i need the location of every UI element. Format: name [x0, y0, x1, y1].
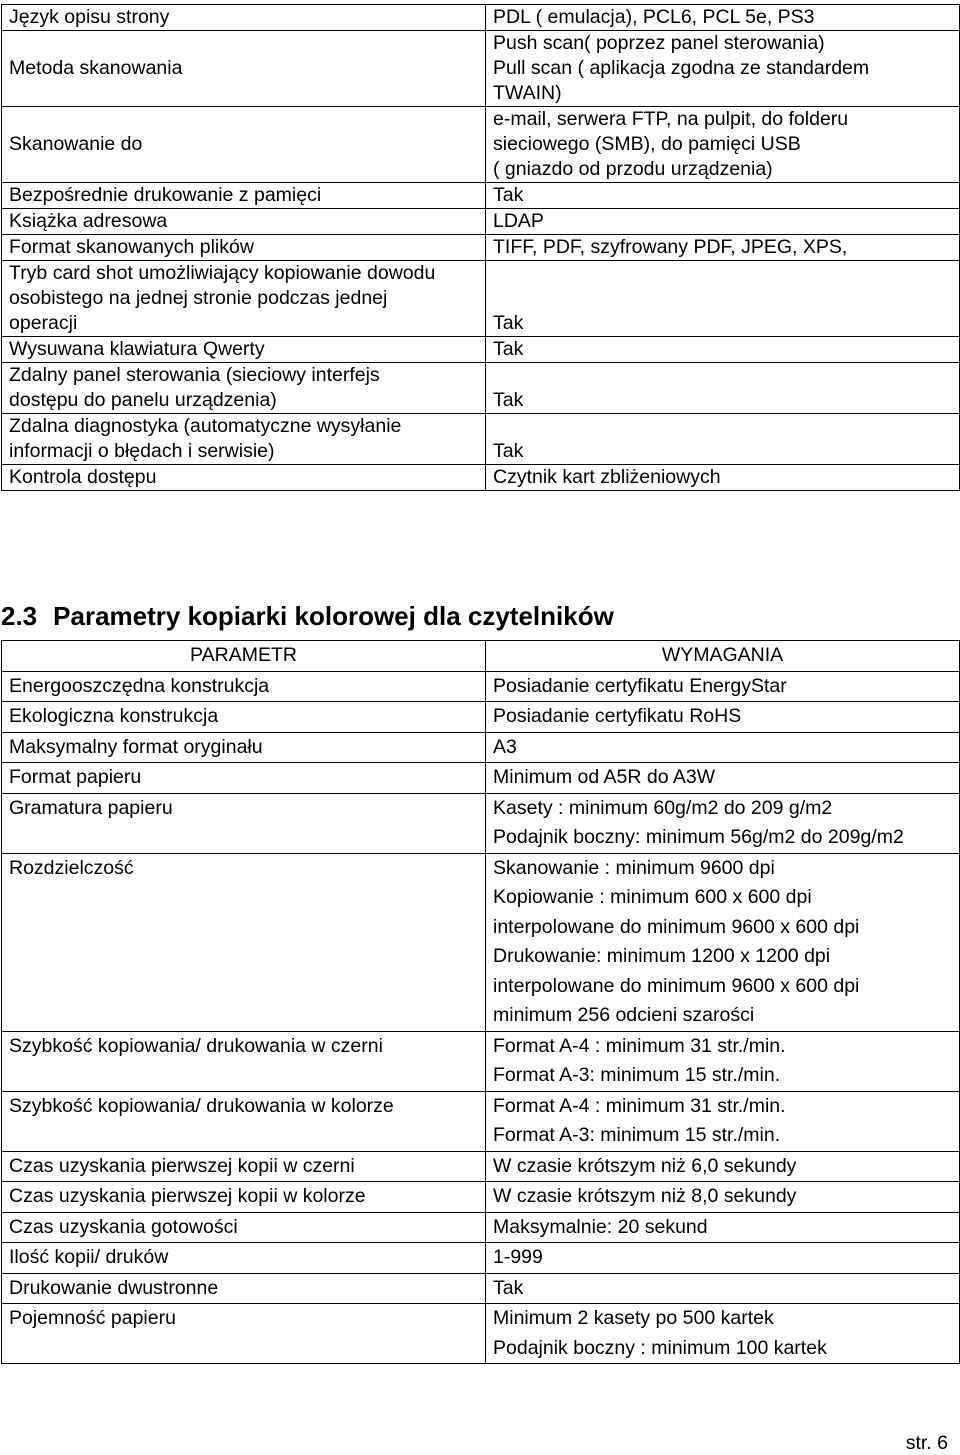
- spec-label: [2, 235, 486, 261]
- spec-label: [2, 337, 486, 363]
- param-label: Rozdzielczość: [2, 853, 486, 1031]
- cell-line: Minimum 2 kasety po 500 kartek: [493, 1307, 774, 1329]
- cell-line: Drukowanie: minimum 1200 x 1200 dpi: [493, 945, 831, 967]
- table-row: [2, 671, 960, 702]
- cell-line: Podajnik boczny: minimum 56g/m2 do 209g/m2: [493, 826, 904, 848]
- cell-line: W czasie krótszym niż 8,0 sekundy: [493, 1185, 797, 1207]
- cell-line: Podajnik boczny : minimum 100 kartek: [493, 1336, 827, 1359]
- cell-line: Format skanowanych plików: [9, 236, 254, 258]
- param-value: [486, 1031, 960, 1091]
- spec-value: [486, 209, 960, 235]
- cell-line: Format A-3: minimum 15 str./min.: [493, 1064, 781, 1086]
- header-parametr: PARAMETR: [2, 641, 486, 672]
- cell-line: Tak: [493, 184, 524, 206]
- table-row: [2, 414, 960, 465]
- cell-line: Skanowanie : minimum 9600 dpi: [493, 856, 775, 879]
- cell-line: PDL ( emulacja), PCL6, PCL 5e, PS3: [493, 6, 815, 28]
- cell-line: informacji o błędach i serwisie): [9, 440, 275, 462]
- spec-value: [486, 235, 960, 261]
- table-row: [2, 465, 960, 491]
- cell-line: Tak: [493, 312, 524, 334]
- table-row: [2, 209, 960, 235]
- spec-label: [2, 5, 486, 31]
- table-row: [2, 732, 960, 763]
- param-value: [486, 1151, 960, 1182]
- cell-line: Książka adresowa: [9, 210, 168, 232]
- param-label: Czas uzyskania pierwszej kopii w czerni: [2, 1151, 486, 1182]
- table-row: [2, 793, 960, 853]
- scanner-spec-body: [2, 5, 960, 491]
- cell-line: interpolowane do minimum 9600 x 600 dpi: [493, 915, 860, 938]
- cell-line: Maksymalnie: 20 sekund: [493, 1215, 708, 1238]
- cell-line: Minimum od A5R do A3W: [493, 766, 716, 788]
- section-title: Parametry kopiarki kolorowej dla czytelników: [53, 601, 614, 631]
- page-number: str. 6: [905, 1432, 948, 1454]
- cell-line: interpolowane do minimum 9600 x 600 dpi: [493, 974, 860, 997]
- param-value: [486, 1243, 960, 1274]
- table-header-row: [2, 641, 960, 672]
- cell-line: Wysuwana klawiatura Qwerty: [9, 338, 265, 360]
- table-row: [2, 31, 960, 107]
- cell-line: Skanowanie do: [9, 133, 143, 155]
- param-label: Czas uzyskania pierwszej kopii w kolorze: [2, 1182, 486, 1213]
- cell-line: e-mail, serwera FTP, na pulpit, do folderu: [493, 108, 849, 130]
- header-wymagania: WYMAGANIA: [486, 641, 960, 672]
- table-row: [2, 1273, 960, 1304]
- cell-line: operacji: [9, 312, 78, 334]
- cell-line: Bezpośrednie drukowanie z pamięci: [9, 184, 322, 206]
- spec-value: [486, 414, 960, 465]
- cell-line: LDAP: [493, 210, 544, 232]
- table-row: [2, 5, 960, 31]
- table-row: [2, 235, 960, 261]
- param-value: [486, 853, 960, 1031]
- param-label: Ekologiczna konstrukcja: [2, 702, 486, 733]
- cell-line: A3: [493, 735, 517, 758]
- cell-line: TWAIN): [493, 82, 562, 104]
- cell-line: Czytnik kart zbliżeniowych: [493, 466, 721, 488]
- spec-value: [486, 261, 960, 337]
- cell-line: Format A-4 : minimum 31 str./min.: [493, 1094, 786, 1117]
- spec-value: [486, 5, 960, 31]
- param-label: Szybkość kopiowania/ drukowania w kolorze: [2, 1091, 486, 1151]
- cell-line: sieciowego (SMB), do pamięci USB: [493, 133, 801, 155]
- spec-label: [2, 183, 486, 209]
- scanner-spec-table: [1, 4, 960, 491]
- table-row: [2, 337, 960, 363]
- cell-line: Kontrola dostępu: [9, 466, 157, 488]
- param-label: Energooszczędna konstrukcja: [2, 671, 486, 702]
- cell-line: 1-999: [493, 1246, 543, 1268]
- spec-label: [2, 209, 486, 235]
- table-row: [2, 1182, 960, 1213]
- section-number: 2.3: [1, 601, 38, 631]
- spec-value: [486, 107, 960, 183]
- spec-value: [486, 31, 960, 107]
- cell-line: Tak: [493, 440, 524, 462]
- param-value: [486, 671, 960, 702]
- param-value: [486, 1273, 960, 1304]
- spec-label: [2, 31, 486, 107]
- spec-label: [2, 414, 486, 465]
- table-row: [2, 1031, 960, 1091]
- cell-line: Tak: [493, 338, 524, 360]
- cell-line: TIFF, PDF, szyfrowany PDF, JPEG, XPS,: [493, 236, 848, 258]
- param-label: Ilość kopii/ druków: [2, 1243, 486, 1274]
- cell-line: Metoda skanowania: [9, 57, 183, 79]
- spec-label: [2, 261, 486, 337]
- spec-value: [486, 465, 960, 491]
- param-value: [486, 1304, 960, 1364]
- param-label: Format papieru: [2, 763, 486, 794]
- table-row: [2, 1212, 960, 1243]
- cell-line: Format A-3: minimum 15 str./min.: [493, 1124, 781, 1146]
- cell-line: Zdalna diagnostyka (automatyczne wysyłanie: [9, 415, 402, 437]
- table-row: [2, 261, 960, 337]
- table-row: [2, 853, 960, 1031]
- cell-line: Tak: [493, 389, 524, 411]
- cell-line: minimum 256 odcieni szarości: [493, 1004, 755, 1026]
- cell-line: W czasie krótszym niż 6,0 sekundy: [493, 1154, 797, 1177]
- cell-line: Kasety : minimum 60g/m2 do 209 g/m2: [493, 796, 833, 819]
- table-row: [2, 763, 960, 794]
- spec-label: [2, 107, 486, 183]
- cell-line: osobistego na jednej stronie podczas jednej: [9, 287, 388, 309]
- section-heading: [1, 601, 614, 632]
- spec-label: [2, 363, 486, 414]
- param-label: Czas uzyskania gotowości: [2, 1212, 486, 1243]
- cell-line: Pull scan ( aplikacja zgodna ze standardem: [493, 57, 870, 79]
- spec-value: [486, 363, 960, 414]
- cell-line: ( gniazdo od przodu urządzenia): [493, 158, 773, 180]
- table-row: [2, 1151, 960, 1182]
- spec-value: [486, 337, 960, 363]
- param-label: Gramatura papieru: [2, 793, 486, 853]
- param-value: [486, 763, 960, 794]
- table-row: [2, 1091, 960, 1151]
- copier-spec-table: [1, 640, 960, 1364]
- cell-line: Kopiowanie : minimum 600 x 600 dpi: [493, 886, 812, 908]
- param-label: Szybkość kopiowania/ drukowania w czerni: [2, 1031, 486, 1091]
- cell-line: Zdalny panel sterowania (sieciowy interfejs: [9, 364, 380, 386]
- table-row: [2, 363, 960, 414]
- param-label: Maksymalny format oryginału: [2, 732, 486, 763]
- param-label: Pojemność papieru: [2, 1304, 486, 1364]
- cell-line: Posiadanie certyfikatu EnergyStar: [493, 674, 787, 697]
- cell-line: dostępu do panelu urządzenia): [9, 389, 277, 411]
- cell-line: Format A-4 : minimum 31 str./min.: [493, 1034, 786, 1057]
- cell-line: Tryb card shot umożliwiający kopiowanie dowodu: [9, 262, 436, 284]
- spec-label: [2, 465, 486, 491]
- table-row: [2, 1304, 960, 1364]
- cell-line: Posiadanie certyfikatu RoHS: [493, 705, 742, 727]
- table-row: [2, 702, 960, 733]
- table-row: [2, 107, 960, 183]
- param-value: [486, 1182, 960, 1213]
- param-value: [486, 793, 960, 853]
- param-label: Drukowanie dwustronne: [2, 1273, 486, 1304]
- table-row: [2, 1243, 960, 1274]
- param-value: [486, 1212, 960, 1243]
- param-value: [486, 732, 960, 763]
- param-value: [486, 702, 960, 733]
- param-value: [486, 1091, 960, 1151]
- cell-line: Tak: [493, 1276, 524, 1299]
- cell-line: Język opisu strony: [9, 6, 170, 28]
- table-row: [2, 183, 960, 209]
- copier-spec-body: [2, 671, 960, 1364]
- cell-line: Push scan( poprzez panel sterowania): [493, 32, 825, 54]
- spec-value: [486, 183, 960, 209]
